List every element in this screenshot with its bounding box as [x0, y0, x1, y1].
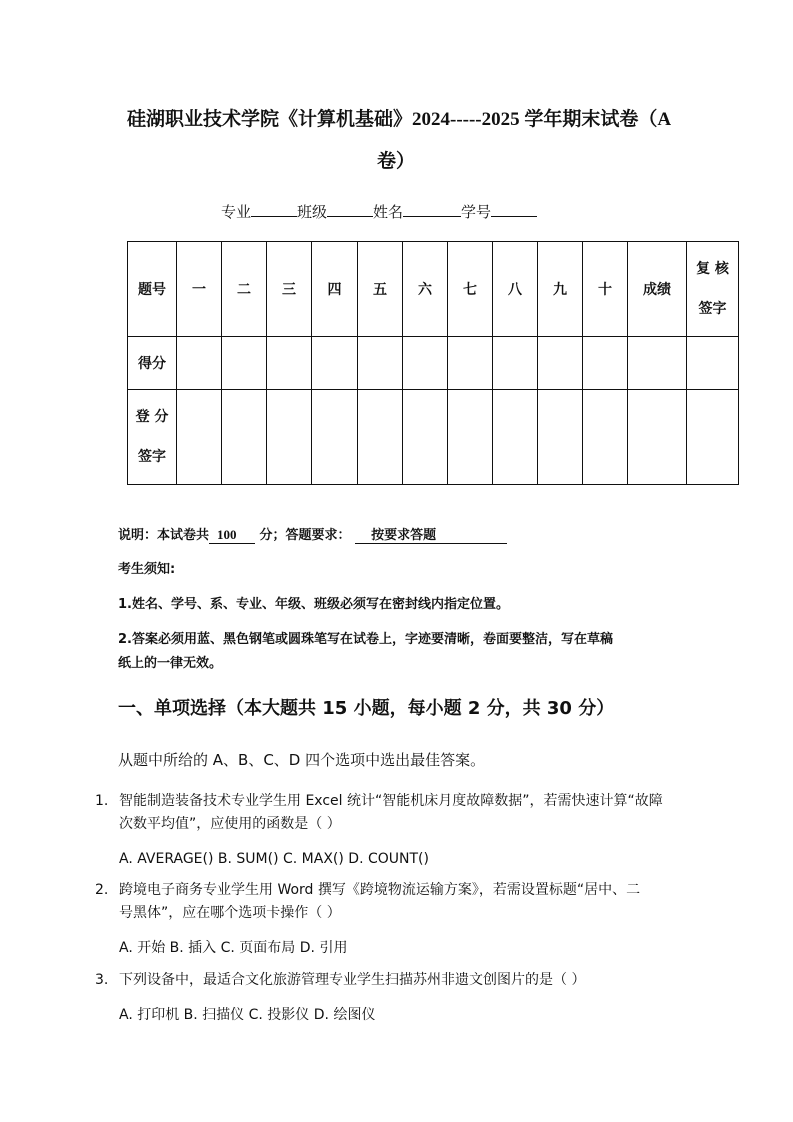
- review-line2: 签字: [698, 301, 727, 317]
- question-text: 号黑体”，应在哪个选项卡操作（ ）: [119, 905, 341, 921]
- signer-label: [128, 390, 177, 485]
- header-cell: 七: [448, 242, 493, 337]
- id-field[interactable]: [491, 201, 537, 217]
- score-cell[interactable]: [538, 337, 583, 390]
- header-cell: 八: [493, 242, 538, 337]
- table-row: [128, 390, 739, 485]
- signer-line1: 登 分: [135, 409, 169, 425]
- question-number: 1.: [95, 793, 109, 809]
- sign-cell[interactable]: [583, 390, 628, 485]
- sign-cell[interactable]: [687, 390, 739, 485]
- title-line2: 卷）: [377, 151, 416, 172]
- class-field[interactable]: [327, 201, 373, 217]
- id-label: 学号: [461, 203, 492, 221]
- question-1: [95, 790, 663, 871]
- score-cell[interactable]: [358, 337, 403, 390]
- requirement-value: 按要求答题: [355, 524, 507, 544]
- score-cell[interactable]: [448, 337, 493, 390]
- sign-cell[interactable]: [267, 390, 312, 485]
- class-label: 班级: [297, 203, 328, 221]
- notice-rule-2-line1: 2.答案必须用蓝、黑色钢笔或圆珠笔写在试卷上，字迹要清晰，卷面要整洁，写在草稿: [118, 632, 613, 647]
- score-cell[interactable]: [403, 337, 448, 390]
- score-cell[interactable]: [493, 337, 538, 390]
- name-label: 姓名: [373, 203, 404, 221]
- exam-description: [118, 524, 507, 544]
- section-heading: 一、单项选择（本大题共 15 小题，每小题 2 分，共 30 分）: [118, 698, 615, 719]
- question-text: 跨境电子商务专业学生用 Word 撰写《跨境物流运输方案》，若需设置标题“居中、二: [119, 882, 641, 898]
- score-cell[interactable]: [312, 337, 358, 390]
- notice-rule-2-line2: 纸上的一律无效。: [118, 656, 223, 671]
- sign-cell[interactable]: [538, 390, 583, 485]
- question-text: 次数平均值”，应使用的函数是（ ）: [119, 816, 341, 832]
- question-options: A. AVERAGE() B. SUM() C. MAX() D. COUNT(): [119, 851, 429, 867]
- sign-cell[interactable]: [358, 390, 403, 485]
- header-cell-review: [687, 242, 739, 337]
- student-info: [221, 201, 537, 222]
- question-number: 3.: [95, 972, 109, 988]
- header-cell: 二: [222, 242, 267, 337]
- total-score: 100: [209, 527, 255, 544]
- header-cell: 十: [583, 242, 628, 337]
- table-row: [128, 242, 739, 337]
- header-cell: 九: [538, 242, 583, 337]
- sign-cell[interactable]: [628, 390, 687, 485]
- section-instruction: 从题中所给的 A、B、C、D 四个选项中选出最佳答案。: [118, 751, 486, 769]
- header-cell: 四: [312, 242, 358, 337]
- question-options: A. 打印机 B. 扫描仪 C. 投影仪 D. 绘图仪: [119, 1007, 376, 1023]
- question-3: [95, 969, 585, 1027]
- sign-cell[interactable]: [493, 390, 538, 485]
- header-cell: 六: [403, 242, 448, 337]
- sign-cell[interactable]: [312, 390, 358, 485]
- header-cell: 一: [177, 242, 222, 337]
- major-label: 专业: [221, 203, 252, 221]
- score-table: [127, 241, 739, 485]
- score-cell[interactable]: [177, 337, 222, 390]
- score-label: 得分: [128, 337, 177, 390]
- score-cell[interactable]: [628, 337, 687, 390]
- header-cell: 三: [267, 242, 312, 337]
- header-cell: 题号: [128, 242, 177, 337]
- sign-cell[interactable]: [448, 390, 493, 485]
- description-label: 说明：本试卷共: [118, 528, 210, 543]
- sign-cell[interactable]: [177, 390, 222, 485]
- header-cell: 成绩: [628, 242, 687, 337]
- score-cell[interactable]: [267, 337, 312, 390]
- review-line1: 复 核: [696, 261, 729, 277]
- score-cell[interactable]: [687, 337, 739, 390]
- signer-line2: 签字: [138, 449, 166, 465]
- notice-rule-1: 1.姓名、学号、系、专业、年级、班级必须写在密封线内指定位置。: [118, 597, 509, 612]
- question-text: 智能制造装备技术专业学生用 Excel 统计“智能机床月度故障数据”，若需快速计算“故障: [119, 793, 663, 809]
- sign-cell[interactable]: [222, 390, 267, 485]
- requirement-label: 分；答题要求：: [259, 528, 351, 543]
- table-row: [128, 337, 739, 390]
- question-text: 下列设备中，最适合文化旅游管理专业学生扫描苏州非遗文创图片的是（ ）: [119, 972, 586, 988]
- name-field[interactable]: [403, 201, 461, 217]
- notice-heading: 考生须知:: [118, 562, 176, 577]
- question-2: [95, 879, 640, 960]
- header-cell: 五: [358, 242, 403, 337]
- score-cell[interactable]: [583, 337, 628, 390]
- major-field[interactable]: [251, 201, 297, 217]
- score-cell[interactable]: [222, 337, 267, 390]
- question-number: 2.: [95, 882, 109, 898]
- sign-cell[interactable]: [403, 390, 448, 485]
- question-options: A. 开始 B. 插入 C. 页面布局 D. 引用: [119, 940, 348, 956]
- title-line1: 硅湖职业技术学院《计算机基础》2024-----2025 学年期末试卷（A: [127, 109, 672, 130]
